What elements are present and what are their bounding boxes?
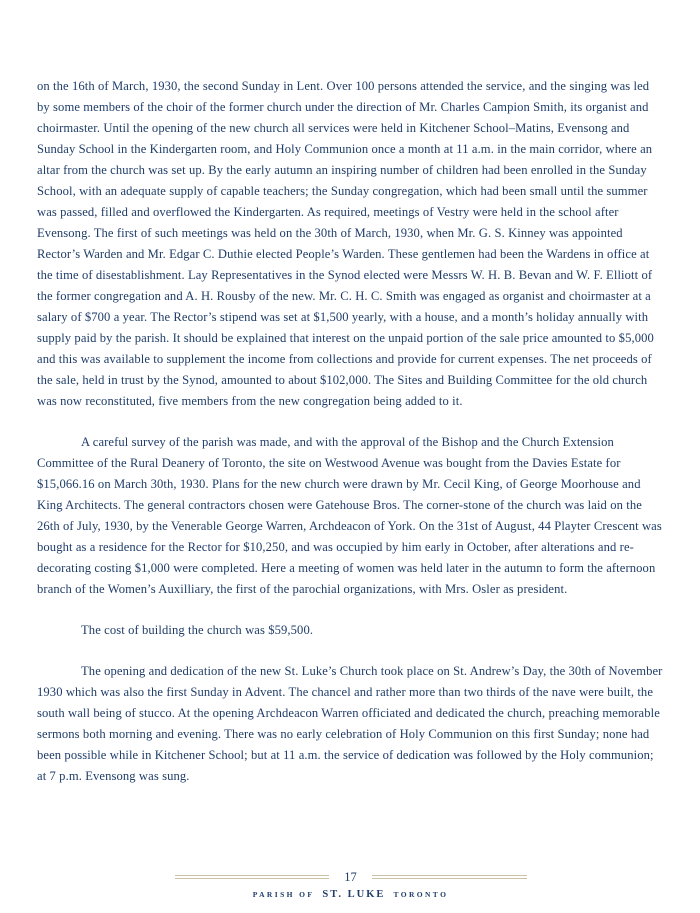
- paragraph-1: on the 16th of March, 1930, the second Sunday in Lent. Over 100 persons attended the service, and the singing was led by some members of the choir of the former church under the direction of Mr. Charles Campion Smith, its organist and choirmaster. Until the opening of the new church all services were held in Kitchener School–Matins, Evensong and Sunday School in the Kindergarten room, and Holy Communion once a month at 11 a.m. in the main corridor, where an altar from the church was set up. By the early autumn an inspiring number of children had been enrolled in the Sunday School, with an adequate supply of capable teachers; the Sunday congregation, which had been small until the summer was passed, filled and overflowed the Kindergarten. As required, meetings of Vestry were held in the school after Evensong. The first of such meetings was held on the 30th of March, 1930, when Mr. G. S. Kinney was appointed Rector’s Warden and Mr. Edgar C. Duthie elected People’s Warden. These gentlemen had been the Wardens in office at the time of disestablishment. Lay Representatives in the Synod elected were Messrs W. H. B. Bevan and W. F. Elliott of the former congregation and A. H. Rousby of the new. Mr. C. H. C. Smith was engaged as organist and choirmaster at a salary of $700 a year. The Rector’s stipend was set at $1,500 yearly, with a house, and a month’s holiday annually with supply paid by the parish. It should be explained that interest on the unpaid portion of the sale price amounted to $5,000 and this was available to supplement the income from collections and provide for current expenses. The net proceeds of the sale, held in trust by the Synod, amounted to about $102,000. The Sites and Building Committee for the old church was now reconstituted, five members from the new congregation being added to it.: [37, 79, 654, 408]
- footer-rule-right: [372, 875, 527, 879]
- page-body-text: [37, 76, 664, 807]
- paragraph-4: The opening and dedication of the new St. Luke’s Church took place on St. Andrew’s Day, the 30th of November 1930 which was also the first Sunday in Advent. The chancel and rather more than two thirds of the nave were built, the south wall being of stucco. At the opening Archdeacon Warren officiated and dedicated the church, preaching memorable sermons both morning and evening. There was no early celebration of Holy Communion on this first Sunday; none had been possible while in Kitchener School; but at 11 a.m. the service of dedication was followed by the Holy communion; at 7 p.m. Evensong was sung.: [37, 664, 663, 783]
- page-number-row: [175, 871, 527, 885]
- page-number: 17: [344, 869, 357, 884]
- paragraph-2: A careful survey of the parish was made, and with the approval of the Bishop and the Church Extension Committee of the Rural Deanery of Toronto, the site on Westwood Avenue was bought from the Davies Estate for $15,066.16 on March 30th, 1930. Plans for the new church were drawn by Mr. Cecil King, of George Moorhouse and King Architects. The general contractors chosen were Gatehouse Bros. The corner-stone of the church was laid on the 26th of July, 1930, by the Venerable George Warren, Archdeacon of York. On the 31st of August, 44 Playter Crescent was bought as a residence for the Rector for $10,250, and was occupied by him early in October, after alterations and re-decorating costing $1,000 were completed. Here a meeting of women was held later in the autumn to form the afternoon branch of the Women’s Auxilliary, the first of the parochial organizations, with Mrs. Osler as president.: [37, 435, 662, 596]
- paragraph-3: The cost of building the church was $59,500.: [81, 623, 314, 637]
- page-footer: [37, 871, 664, 901]
- imprint-line: [37, 889, 664, 900]
- imprint-suffix: TORONTO: [393, 890, 449, 899]
- imprint-prefix: PARISH OF: [252, 890, 315, 899]
- imprint-name: ST. LUKE: [322, 889, 386, 900]
- footer-rule-left: [175, 875, 330, 879]
